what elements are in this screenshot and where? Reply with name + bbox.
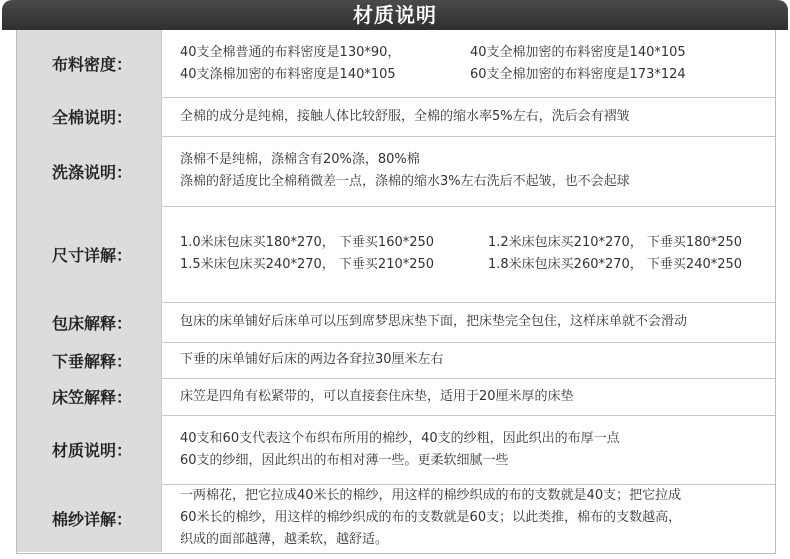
cell-text: 下垂的床单铺好后床的两边各耷拉30厘米左右 xyxy=(180,352,444,367)
row-content xyxy=(162,342,775,378)
cell-text: 1.8米床包床买260*270， 下垂买240*250 xyxy=(488,257,743,272)
title-bar xyxy=(0,0,790,30)
row-label: 床笠解释： xyxy=(17,378,162,415)
row-drop xyxy=(17,342,775,379)
row-material xyxy=(17,415,775,485)
spec-table xyxy=(16,30,776,554)
row-label: 包床解释： xyxy=(17,302,162,342)
row-label: 棉纱详解： xyxy=(17,484,162,552)
cell-text: 涤棉不是纯棉，涤棉含有20%涤，80%棉 xyxy=(180,152,420,167)
cell-text: 全棉的成分是纯棉，接触人体比较舒服，全棉的缩水率5%左右，洗后会有褶皱 xyxy=(180,108,630,124)
cell-text: 40支涤棉加密的布料密度是140*105 xyxy=(180,66,396,82)
row-content xyxy=(162,206,775,302)
cell-text: 1.5米床包床买240*270， 下垂买210*250 xyxy=(180,257,435,272)
cell-text: 40支和60支代表这个布织布所用的棉纱，40支的纱粗，因此织出的布厚一点 xyxy=(180,430,620,446)
row-size xyxy=(17,206,775,303)
row-label: 下垂解释： xyxy=(17,342,162,378)
cell-text: 40支全棉加密的布料密度是140*105 xyxy=(470,44,686,60)
row-content xyxy=(162,97,775,136)
cell-text: 60米长的棉纱，用这样的棉纱织成的布的支数就是60支；以此类推，棉布的支数越高， xyxy=(180,510,682,525)
row-poly-cotton xyxy=(17,136,775,207)
row-fabric-density xyxy=(17,30,775,98)
row-content xyxy=(162,30,775,97)
row-label: 材质说明： xyxy=(17,415,162,484)
row-content xyxy=(162,302,775,342)
row-fitted-sheet xyxy=(17,378,775,416)
row-content xyxy=(162,415,775,484)
row-fitted-wrap xyxy=(17,302,775,343)
cell-text: 1.2米床包床买210*270， 下垂买180*250 xyxy=(488,235,743,250)
cell-text: 包床的床单铺好后床单可以压到席梦思床垫下面，把床垫完全包住，这样床单就不会滑动 xyxy=(180,314,688,329)
cell-text: 织成的面部越薄，越柔软，越舒适。 xyxy=(180,532,389,547)
row-yarn xyxy=(17,484,775,552)
row-label: 尺寸详解： xyxy=(17,206,162,302)
cell-text: 60支的纱细，因此织出的布相对薄一些。更柔软细腻一些 xyxy=(180,452,509,468)
row-label: 布料密度： xyxy=(17,30,162,97)
cell-text: 40支全棉普通的布料密度是130*90， xyxy=(180,44,401,60)
row-cotton xyxy=(17,97,775,137)
cell-text: 1.0米床包床买180*270， 下垂买160*250 xyxy=(180,235,435,250)
row-content xyxy=(162,484,775,552)
row-content xyxy=(162,136,775,206)
row-label: 全棉说明： xyxy=(17,97,162,136)
cell-text: 涤棉的舒适度比全棉稍微差一点，涤棉的缩水3%左右洗后不起皱，也不会起球 xyxy=(180,174,630,189)
cell-text: 床笠是四角有松紧带的，可以直接套住床垫，适用于20厘米厚的床垫 xyxy=(180,388,574,404)
row-label: 洗涤说明： xyxy=(17,136,162,206)
page-title: 材质说明 xyxy=(353,3,437,27)
cell-text: 60支全棉加密的布料密度是173*124 xyxy=(470,66,686,82)
row-content xyxy=(162,378,775,415)
cell-text: 一两棉花，把它拉成40米长的棉纱，用这样的棉纱织成的布的支数就是40支；把它拉成 xyxy=(180,488,682,503)
